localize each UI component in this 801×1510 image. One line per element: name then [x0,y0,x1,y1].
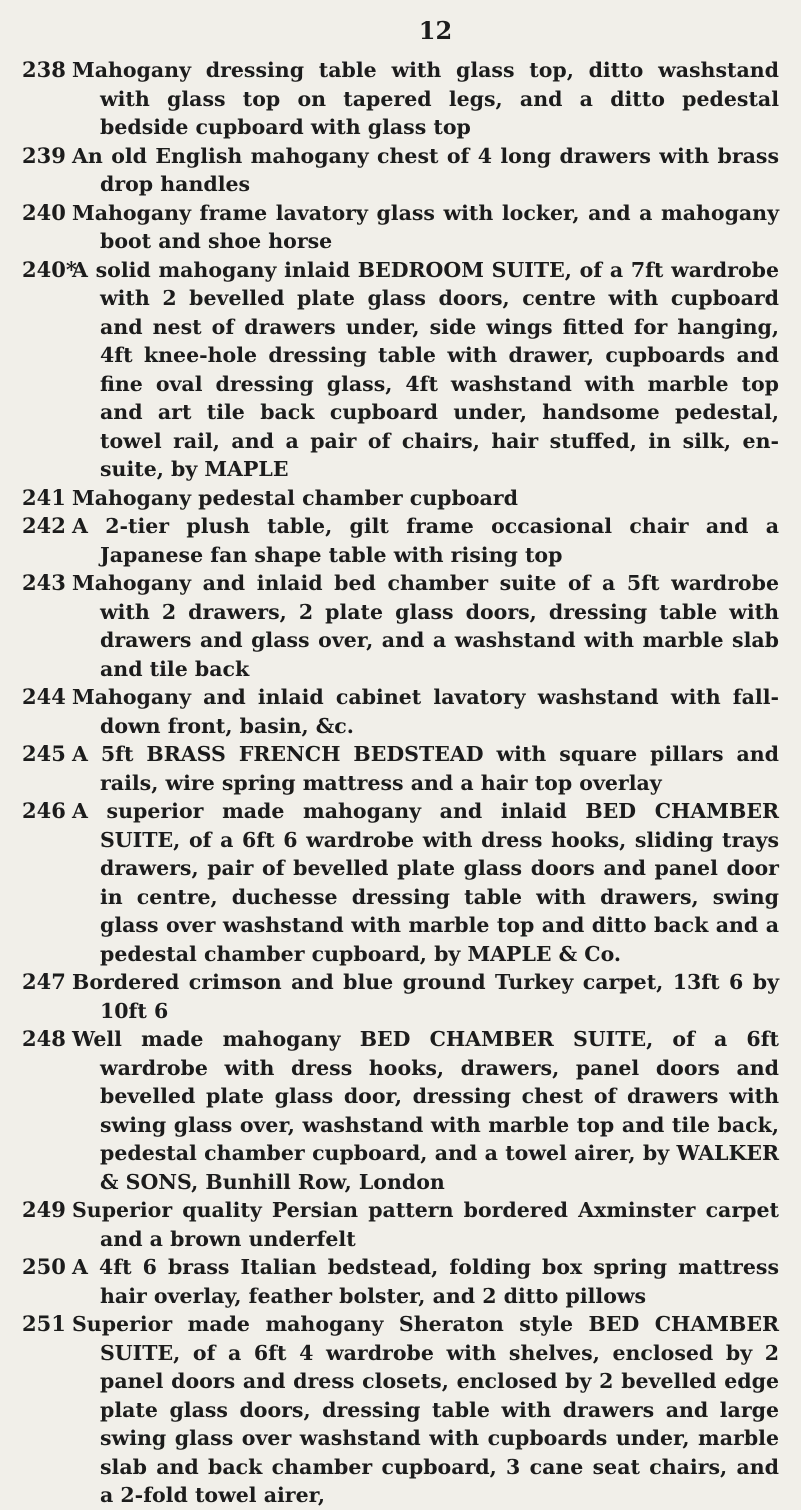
lot-number: 251 [22,1311,66,1336]
lot-entry [22,1253,779,1310]
lot-description: A 5ft BRASS FRENCH BEDSTEAD with square pillars and rails, wire spring mattress and a hair top overlay [72,742,779,795]
lot-entry [22,797,779,968]
lot-entry [22,1025,779,1196]
lot-entry [22,256,779,484]
lot-description: An old English mahogany chest of 4 long drawers with brass drop handles [72,143,779,196]
lot-description: Mahogany pedestal chamber cupboard [72,485,518,510]
lot-entry [22,968,779,1025]
lot-description: A 2-tier plush table, gilt frame occasional chair and a Japanese fan shape table with rising top [72,514,779,567]
lot-description: Mahogany and inlaid bed chamber suite of a 5ft wardrobe with 2 drawers, 2 plate glass doors, dressing table with drawers and glass over, and a washstand with marble slab and tile back [72,571,779,681]
lot-number: 248 [22,1026,66,1051]
lot-description: A superior made mahogany and inlaid BED CHAMBER SUITE, of a 6ft 6 wardrobe with dress hooks, sliding trays drawers, pair of bevelled plate glass doors and panel door in centre, duchesse dressing table with drawers, swing glass over washstand with marble top and ditto back and a pedestal chamber cupboard, by MAPLE & Co. [72,799,779,966]
lot-entry [22,199,779,256]
lot-entry [22,484,779,513]
lot-list [22,56,779,1510]
lot-entry [22,512,779,569]
lot-description: Mahogany frame lavatory glass with locker, and a mahogany boot and shoe horse [72,200,779,253]
lot-description: Mahogany dressing table with glass top, ditto washstand with glass top on tapered legs, and a ditto pedestal bedside cupboard with glass top [72,58,779,139]
lot-number: 240 [22,199,66,225]
lot-number: 239 [22,142,66,168]
lot-number: 240* [22,256,77,282]
lot-number: 242 [22,513,66,538]
lot-number: 249 [22,1197,66,1222]
lot-description: Superior quality Persian pattern bordered Axminster carpet and a brown underfelt [72,1198,779,1251]
lot-entry [22,740,779,797]
lot-description: A solid mahogany inlaid BEDROOM SUITE, of a 7ft wardrobe with 2 bevelled plate glass doors, centre with cupboard and nest of drawers under, side wings fitted for hanging, 4ft knee-hole dressing table with drawer, cupboards and fine oval dressing glass, 4ft washstand with marble top and art tile back cupboard under, handsome pedestal, towel rail, and a pair of chairs, hair stuffed, in silk, en-suite, by MAPLE [72,257,779,481]
lot-entry [22,683,779,740]
page-number: 12 [418,16,453,45]
lot-entry [22,142,779,199]
lot-number: 246 [22,798,66,823]
lot-description: Superior made mahogany Sheraton style BED CHAMBER SUITE, of a 6ft 4 wardrobe with shelves, enclosed by 2 panel doors and dress closets, enclosed by 2 bevelled edge plate glass doors, dressing table with drawers and large swing glass over washstand with cupboards under, marble slab and back chamber cupboard, 3 cane seat chairs, and a 2-fold towel airer, [72,1312,779,1507]
lot-number: 243 [22,570,66,595]
lot-number: 247 [22,969,66,994]
lot-description: Mahogany and inlaid cabinet lavatory washstand with fall-down front, basin, &c. [72,685,779,738]
lot-number: 238 [22,57,66,82]
lot-entry [22,1310,779,1510]
lot-entry [22,56,779,142]
lot-description: A 4ft 6 brass Italian bedstead, folding box spring mattress hair overlay, feather bolster, and 2 ditto pillows [72,1255,779,1308]
lot-number: 250 [22,1254,66,1279]
lot-description: Well made mahogany BED CHAMBER SUITE, of a 6ft wardrobe with dress hooks, drawers, panel doors and bevelled plate glass door, dressing chest of drawers with swing glass over, washstand with marble top and tile back, pedestal chamber cupboard, and a towel airer, by WALKER & SONS, Bunhill Row, London [72,1027,779,1194]
lot-number: 245 [22,741,66,766]
lot-number: 244 [22,684,66,709]
lot-number: 241 [22,484,66,510]
lot-entry [22,1196,779,1253]
lot-entry [22,569,779,683]
lot-description: Bordered crimson and blue ground Turkey carpet, 13ft 6 by 10ft 6 [72,970,779,1023]
